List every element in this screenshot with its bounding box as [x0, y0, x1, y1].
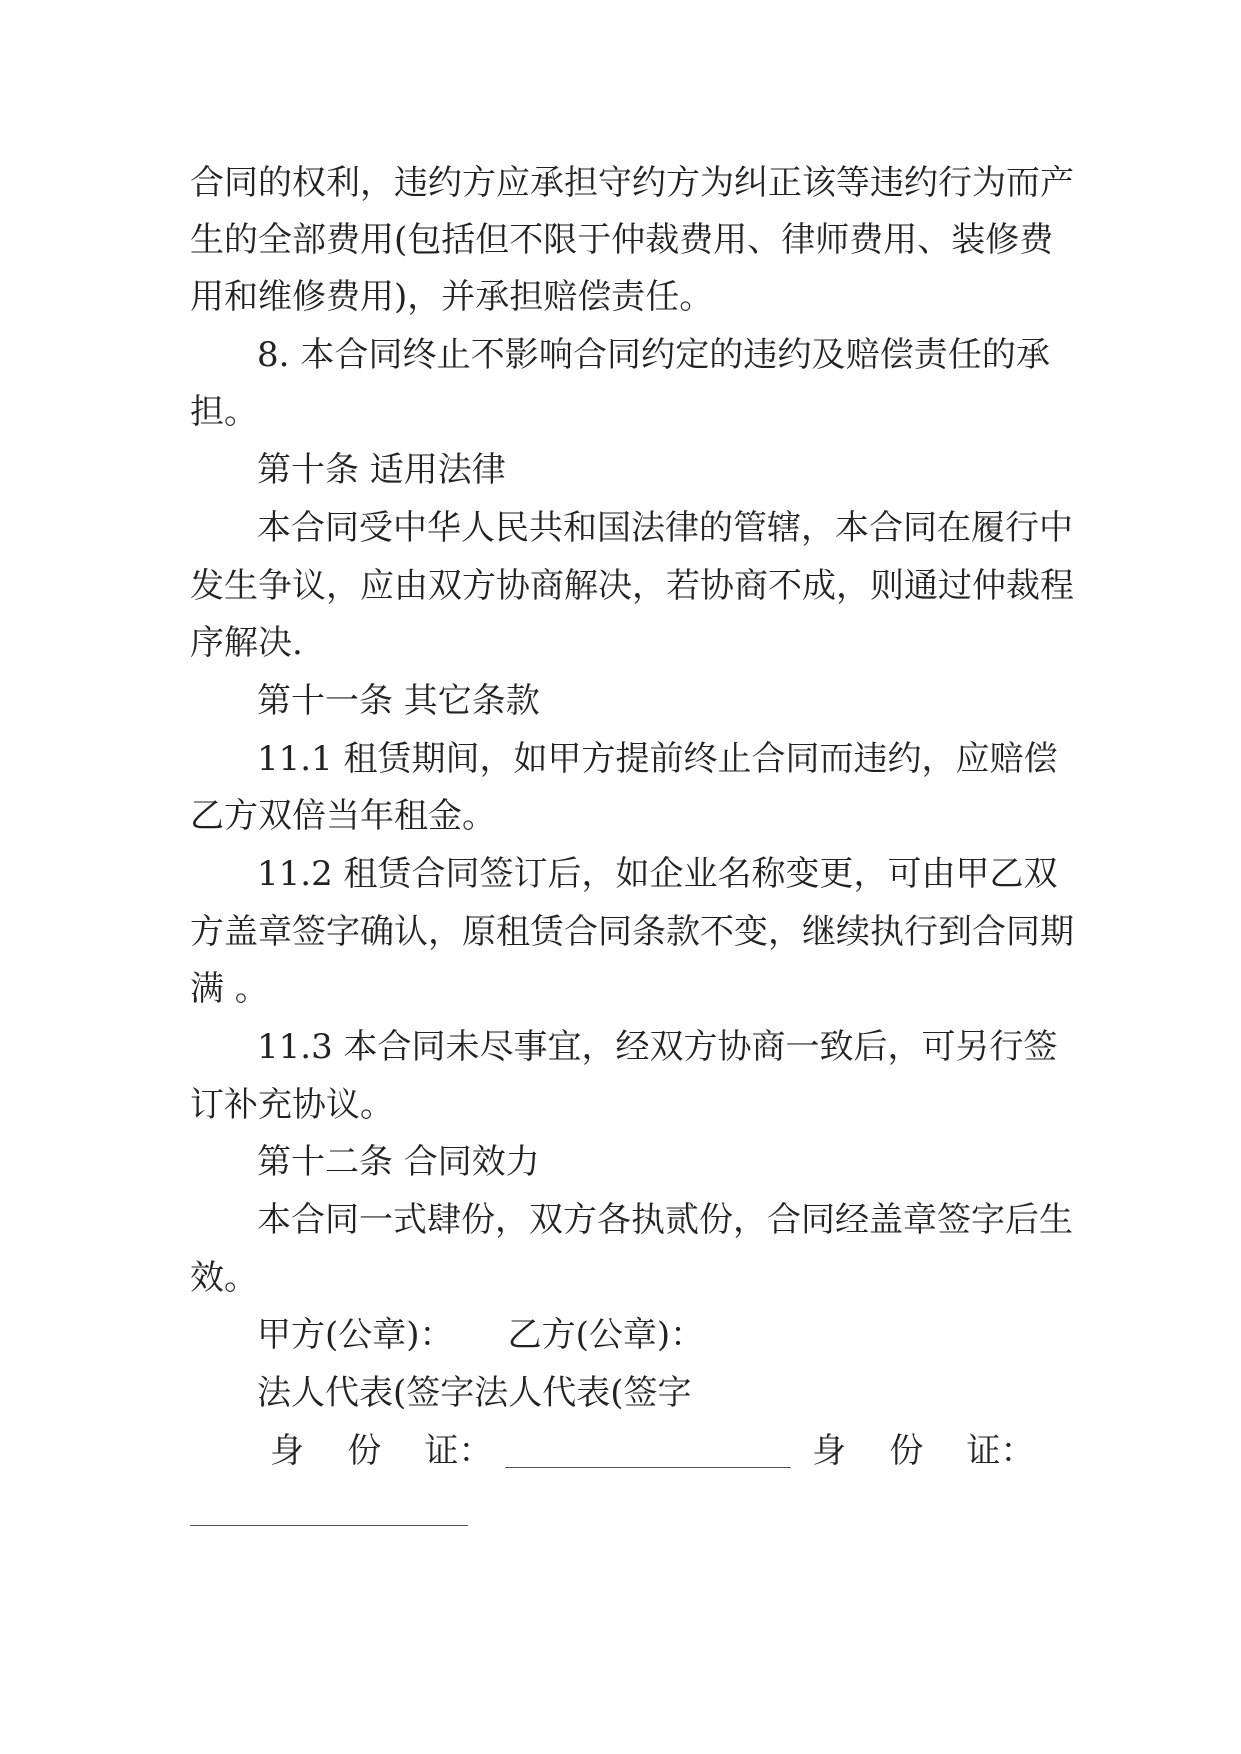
paragraph-line: 担。 [190, 392, 258, 432]
id-blank-party-b [190, 1525, 468, 1526]
paragraph-line: 生的全部费用(包括但不限于仲裁费用、律师费用、装修费 [190, 220, 1054, 260]
paragraph-line: 发生争议，应由双方协商解决，若协商不成，则通过仲裁程 [190, 566, 1074, 606]
paragraph-line: 方盖章签字确认，原租赁合同条款不变，继续执行到合同期 [190, 912, 1074, 952]
paragraph-line: 本合同受中华人民共和国法律的管辖，本合同在履行中 [257, 508, 1073, 548]
paragraph-line: 序解决. [190, 623, 303, 663]
signature-party-line: 甲方(公章)： 乙方(公章)： [257, 1315, 705, 1355]
paragraph-line: 8. 本合同终止不影响合同约定的违约及赔偿责任的承 [257, 335, 1050, 375]
id-label-party-a: 身 份 证： [270, 1431, 493, 1471]
legal-rep-line: 法人代表(签字法人代表(签字 [257, 1373, 692, 1413]
section-heading: 第十条 适用法律 [257, 450, 506, 490]
paragraph-line: 订补充协议。 [190, 1085, 394, 1125]
section-heading: 第十一条 其它条款 [257, 681, 540, 721]
paragraph-line: 11.1 租赁期间，如甲方提前终止合同而违约，应赔偿 [257, 739, 1058, 779]
paragraph-line: 合同的权利，违约方应承担守约方为纠正该等违约行为而产 [190, 163, 1074, 203]
paragraph-line: 满 。 [190, 969, 269, 1009]
id-blank-party-a [505, 1467, 791, 1468]
paragraph-line: 效。 [190, 1258, 258, 1298]
paragraph-line: 11.2 租赁合同签订后，如企业名称变更，可由甲乙双 [257, 854, 1058, 894]
paragraph-line: 本合同一式肆份，双方各执贰份，合同经盖章签字后生 [257, 1200, 1073, 1240]
paragraph-line: 11.3 本合同未尽事宜，经双方协商一致后，可另行签 [257, 1027, 1058, 1067]
section-heading: 第十二条 合同效力 [257, 1142, 540, 1182]
paragraph-line: 用和维修费用)，并承担赔偿责任。 [190, 277, 714, 317]
id-label-party-b: 身 份 证： [812, 1431, 1035, 1471]
paragraph-line: 乙方双倍当年租金。 [190, 796, 496, 836]
